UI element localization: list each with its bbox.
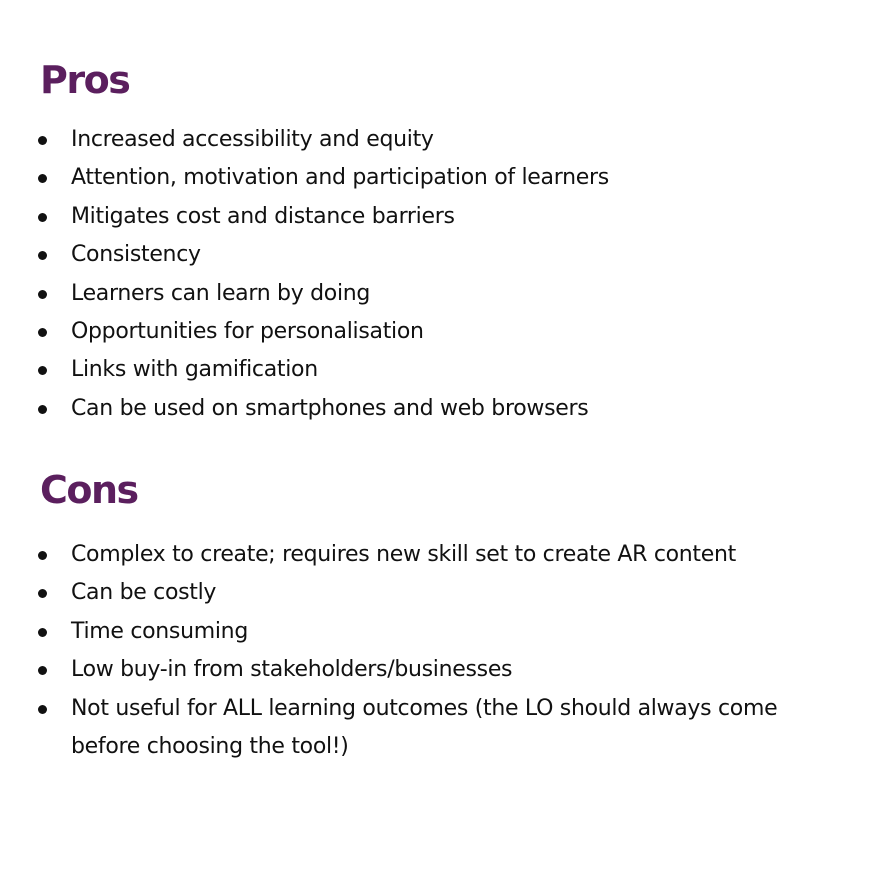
pros-heading: Pros <box>40 58 130 102</box>
list-item: Not useful for ALL learning outcomes (the LO should always come before choosing the tool!) <box>0 690 860 767</box>
cons-list <box>0 536 860 766</box>
list-item: Attention, motivation and participation of learners <box>0 159 860 197</box>
list-item: Learners can learn by doing <box>0 275 860 313</box>
list-item: Complex to create; requires new skill set to create AR content <box>0 536 860 574</box>
cons-heading: Cons <box>40 468 138 512</box>
list-item: Can be used on smartphones and web browsers <box>0 390 860 428</box>
pros-list <box>0 121 860 428</box>
list-item: Increased accessibility and equity <box>0 121 860 159</box>
list-item: Time consuming <box>0 613 860 651</box>
list-item: Opportunities for personalisation <box>0 313 860 351</box>
list-item: Consistency <box>0 236 860 274</box>
list-item: Can be costly <box>0 574 860 612</box>
list-item: Links with gamification <box>0 351 860 389</box>
list-item: Low buy-in from stakeholders/businesses <box>0 651 860 689</box>
list-item: Mitigates cost and distance barriers <box>0 198 860 236</box>
